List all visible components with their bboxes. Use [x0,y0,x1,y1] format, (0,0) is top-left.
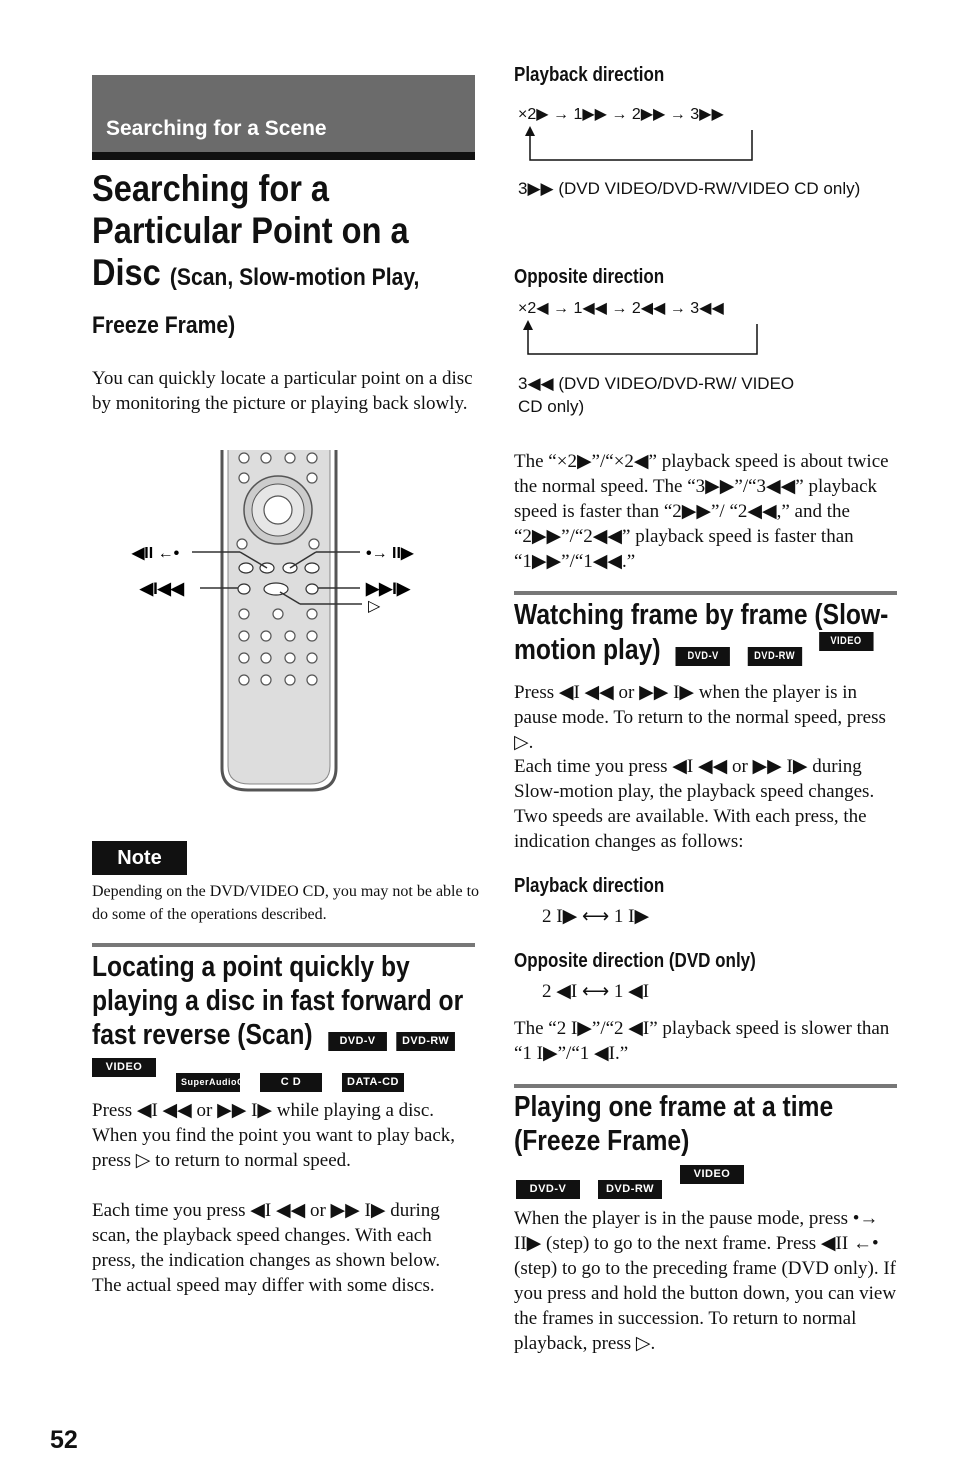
slow-playback-sequence: 2 I▶ ⟷ 1 I▶ [542,906,650,927]
slow-badge-video-cd: VIDEO CD [819,632,873,651]
section-tab-label: Searching for a Scene [106,117,327,140]
opposite-direction-loop [520,320,765,360]
slow-rule [514,591,897,595]
title-sub: (Scan, Slow-motion Play, [169,264,420,291]
freeze-paragraph: When the player is in the pause mode, press •→ II▶ (step) to go to the next frame. Press ◀II ←• (step) to go to the preceding frame (DVD only). If you press and hold the button down, you can view the frames in succession. To return to normal playback, press ▷. [514,1208,897,1354]
opposite-direction-heading: Opposite direction [514,266,665,288]
freeze-badge-video-cd: VIDEO CD [680,1165,744,1184]
remote-label-play: ▷ [368,596,381,615]
playback-direction-heading: Playback direction [514,64,665,86]
page-title [92,168,444,347]
slow-playback-heading: Playback direction [514,875,665,897]
speed-paragraph: The “×2▶”/“×2◀” playback speed is about twice the normal speed. The “3▶▶”/“3◀◀” playback speed is faster than “2▶▶”/ “2◀◀,” and the “2▶▶”/“2◀◀” playback speed is faster than “1▶▶”/“1◀◀.” [514,451,889,572]
scan-heading [92,950,466,1052]
title-sub2: Freeze Frame) [92,312,236,339]
playback-direction-note: 3▶▶ (DVD VIDEO/DVD-RW/VIDEO CD only) [518,179,861,198]
slow-opposite-heading: Opposite direction (DVD only) [514,950,756,972]
opposite-direction-note: 3◀◀ (DVD VIDEO/DVD-RW/ VIDEO CD only) [518,374,795,416]
remote-illustration [130,448,430,793]
scan-badges-row [92,1058,482,1092]
badge-data-cd: DATA-CD [342,1073,404,1092]
note-text: Depending on the DVD/VIDEO CD, you may not be able to do some of the operations described. [92,883,480,923]
remote-label-rew: ◀I◀◀ [140,579,184,598]
freeze-rule [514,1084,897,1088]
slow-heading-text: Watching frame by frame (Slow-motion play) [514,599,889,666]
remote-label-ffw: ▶▶I▶ [366,579,410,598]
freeze-heading: Playing one frame at a time (Freeze Frame) [514,1091,834,1157]
badge-dvd-v: DVD-V [328,1032,387,1051]
slow-heading [514,598,897,667]
title-main: Searching for a Particular Point on a Disc [92,168,409,293]
badge-video-cd: VIDEO CD [92,1058,156,1077]
page-number: 52 [50,1426,78,1454]
freeze-badges [516,1165,744,1199]
scan-paragraph-2: Each time you press ◀I ◀◀ or ▶▶ I▶ during scan, the playback speed changes. With each press, the indication changes as shown below. The actual speed may differ with some discs. [92,1200,441,1296]
scan-paragraph-1: Press ◀I ◀◀ or ▶▶ I▶ while playing a disc. When you find the point you want to play back, press ▷ to return to normal speed. [92,1100,456,1171]
playback-direction-loop [520,126,760,166]
playback-direction-sequence: ×2▶ → 1▶▶ → 2▶▶ → 3▶▶ [518,106,724,123]
intro-paragraph: You can quickly locate a particular point on a disc by monitoring the picture or playing back slowly. [92,368,473,414]
slow-paragraph-1: Press ◀I ◀◀ or ▶▶ I▶ when the player is in pause mode. To return to the normal speed, press ▷. [514,682,886,753]
slow-paragraph-2: Each time you press ◀I ◀◀ or ▶▶ I▶ during Slow-motion play, the playback speed changes. Two speeds are available. With each press, the indication changes as follows: [514,756,875,852]
remote-label-step-back: ◀II ←• [132,545,180,562]
note-label: Note [92,841,187,875]
freeze-badge-dvd-v: DVD-V [516,1180,580,1199]
scan-heading-text: Locating a point quickly by playing a disc in fast forward or fast reverse (Scan) [92,951,464,1051]
slow-badge-dvd-v: DVD-V [676,647,730,666]
badge-cd: C D [260,1073,322,1092]
slow-badge-dvd-rw: DVD-RW [747,647,801,666]
badge-dvd-rw: DVD-RW [396,1032,455,1051]
section-tab-underline [92,152,475,160]
scan-rule [92,943,475,947]
freeze-badge-dvd-rw: DVD-RW [598,1180,662,1199]
slow-paragraph-3: The “2 I▶”/“2 ◀I” playback speed is slower than “1 I▶”/“1 ◀I.” [514,1018,890,1064]
remote-label-step-fwd: •→ II▶ [366,545,414,562]
opposite-direction-sequence: ×2◀ → 1◀◀ → 2◀◀ → 3◀◀ [518,300,724,317]
slow-opposite-sequence: 2 ◀I ⟷ 1 ◀I [542,981,650,1002]
badge-super-audio-cd: SuperAudioCD [176,1073,240,1092]
